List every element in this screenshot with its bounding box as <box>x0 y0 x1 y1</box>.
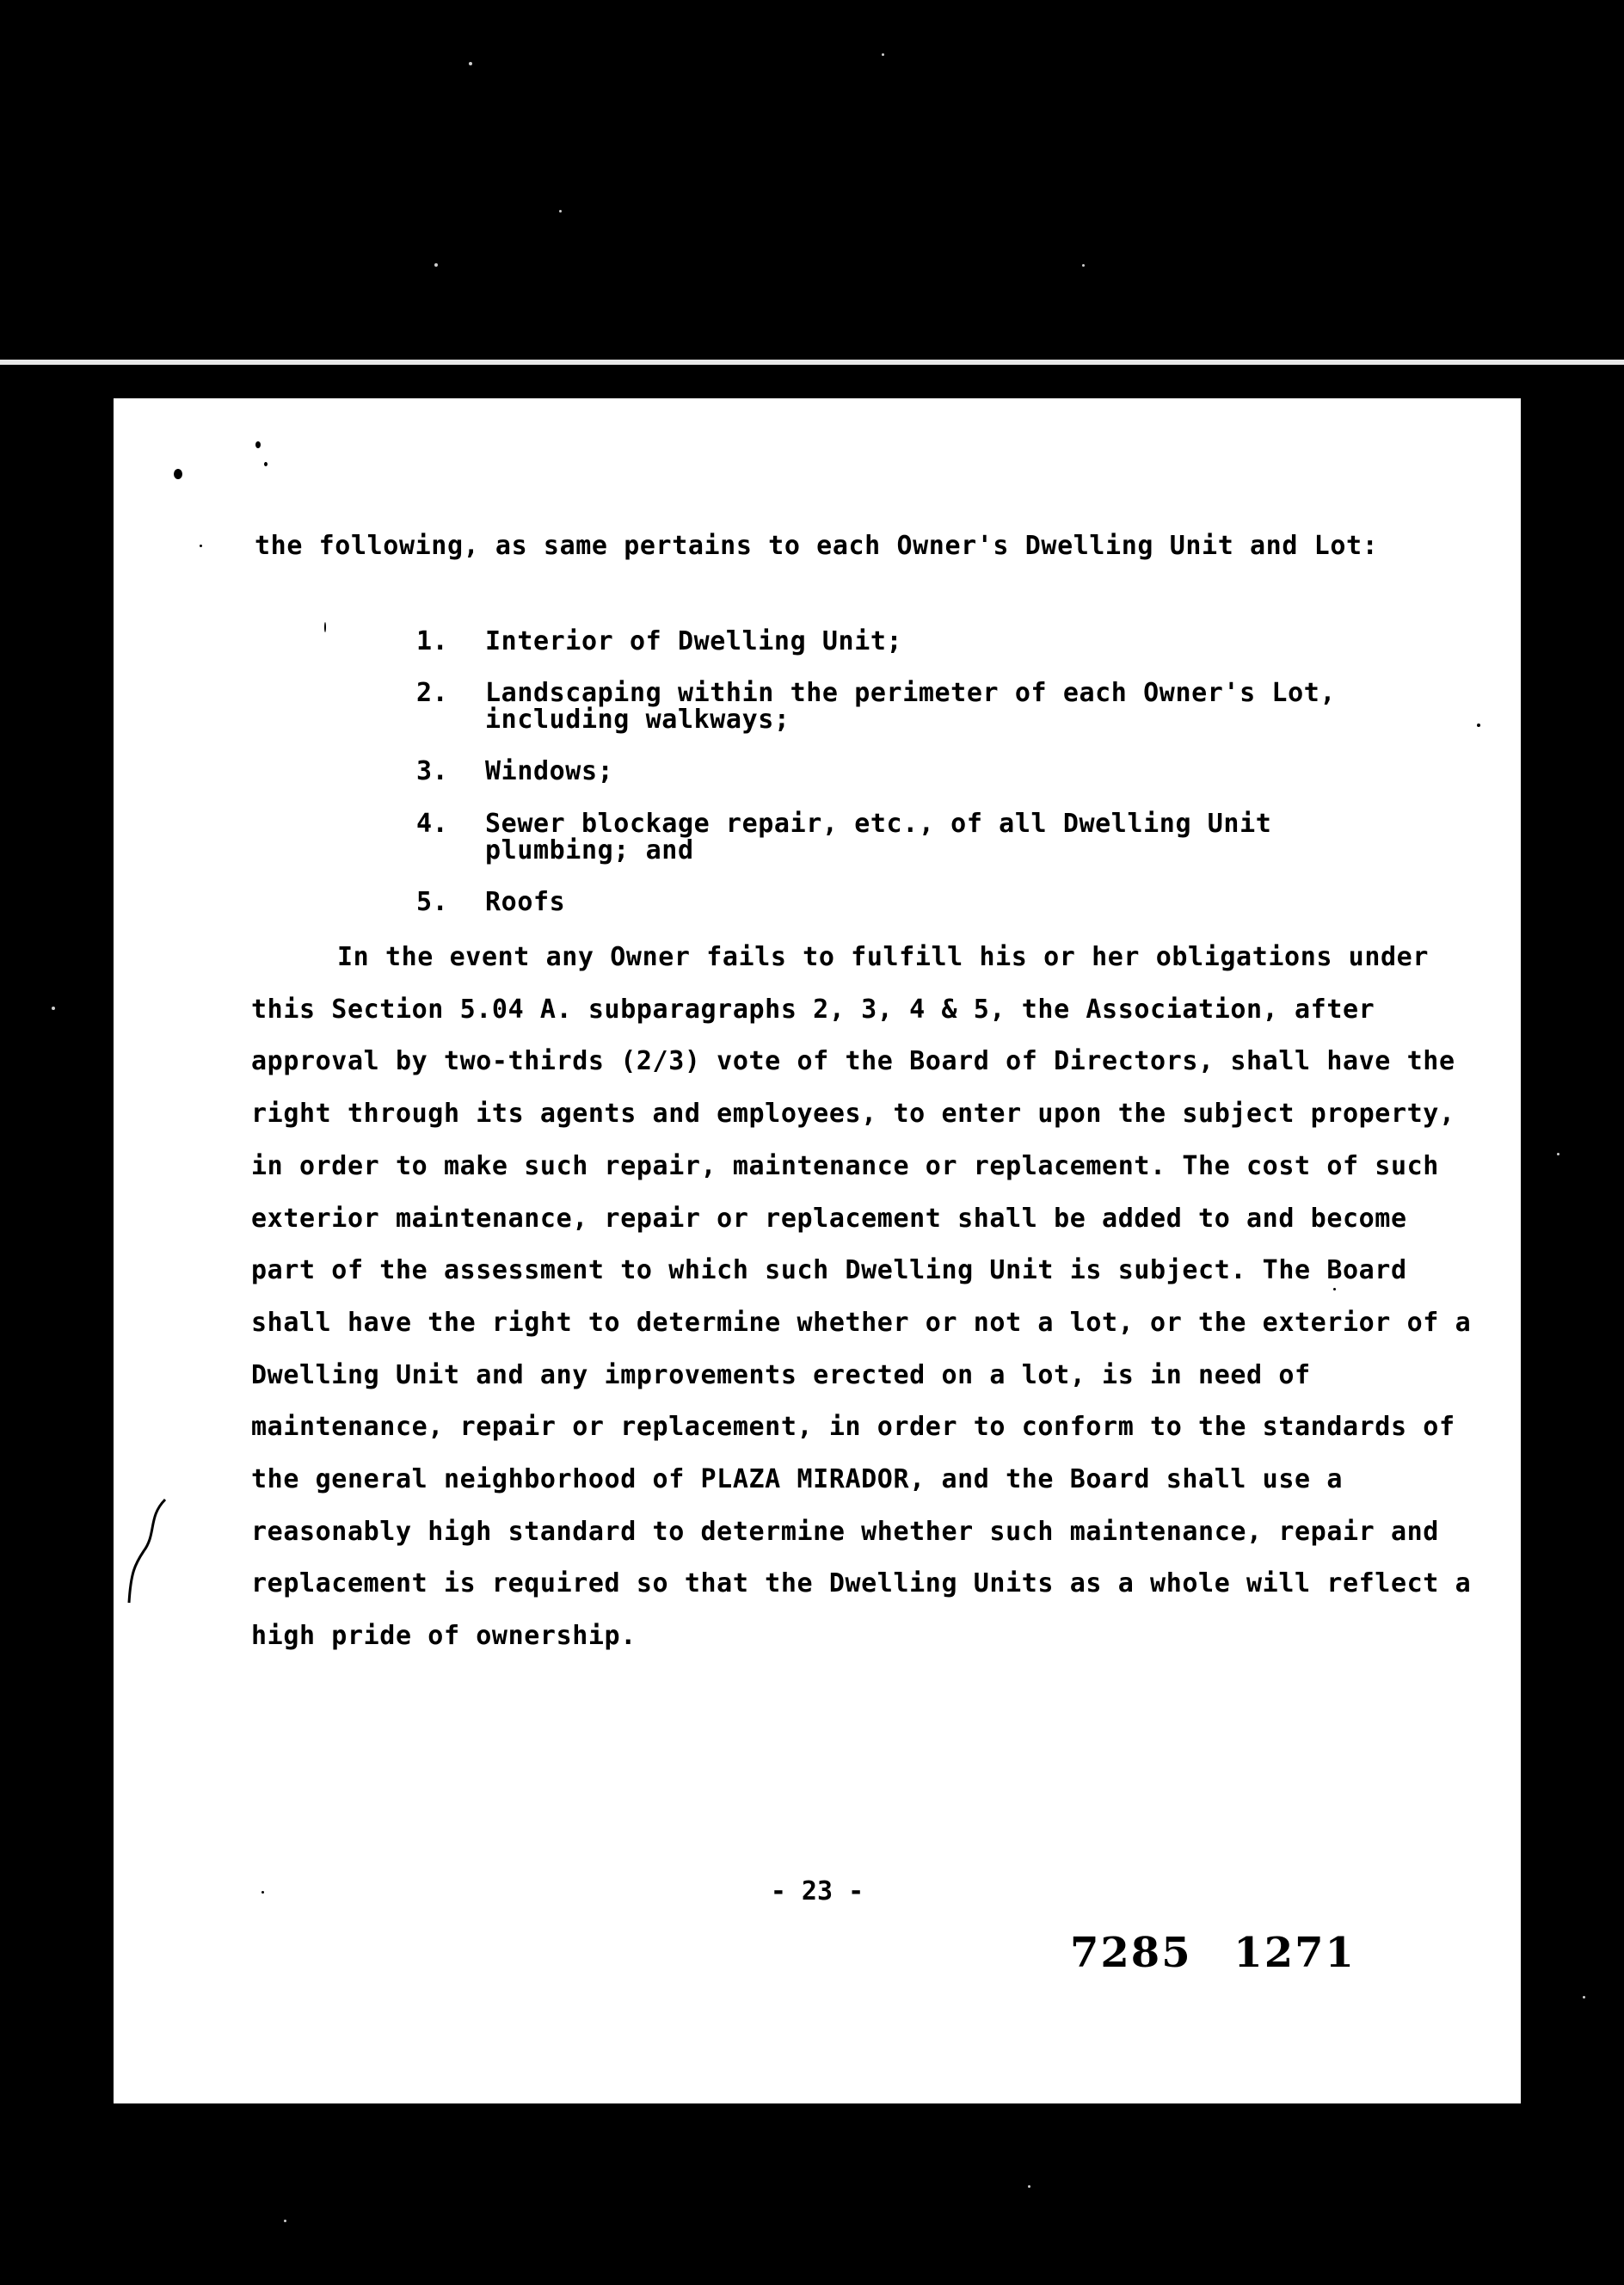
page-speck <box>264 462 268 466</box>
intro-text: the following, as same pertains to each Owner's Dwelling Unit and Lot: <box>255 531 1379 561</box>
scan-speck <box>559 210 562 212</box>
list-item-text: Interior of Dwelling Unit; <box>485 626 903 656</box>
page-speck <box>1477 724 1480 727</box>
scan-speck <box>1557 1153 1559 1155</box>
page-speck <box>324 622 326 632</box>
scan-speck <box>434 263 438 267</box>
list-item-text: Landscaping within the perimeter of each Owner's Lot, including walkways; <box>485 678 1337 735</box>
page-number: - 23 - <box>770 1876 864 1906</box>
document-page <box>114 398 1521 2103</box>
scan-speck <box>469 62 472 65</box>
list-item-text: Windows; <box>485 756 614 786</box>
scan-speck <box>882 53 884 56</box>
scan-speck <box>1028 2185 1030 2188</box>
list-item-text: Sewer blockage repair, etc., of all Dwelling Unit plumbing; and <box>485 809 1272 865</box>
list-item-number: 5. <box>416 887 449 917</box>
recording-stamp-number: 7285 1271 <box>1070 1929 1356 1977</box>
scan-speck <box>1583 1996 1585 1999</box>
page-speck <box>200 545 202 547</box>
body-paragraph: In the event any Owner fails to fulfill his or her obligations under this Section 5.04 A. subparagraphs 2, 3, 4 & 5, the Association, after approval by two-thirds (2/3) vote of the Board of Directors, shall have the right through its agents and employees, to enter upon the subject property, in order to make such repair, maintenance or replacement. The cost of such exterior maintenance, repair or replacement shall be added to and become part of the assessment to which such Dwelling Unit is subject. The Board shall have the right to determine whether or not a lot, or the exterior of a Dwelling Unit and any improvements erected on a lot, is in need of maintenance, repair or replacement, in order to conform to the standards of the general neighborhood of PLAZA MIRADOR, and the Board shall use a reasonably high standard to determine whether such maintenance, repair and replacement is required so that the Dwelling Units as a whole will reflect a high pride of ownership. <box>251 942 1472 1652</box>
scan-edge-line <box>0 360 1624 365</box>
scan-speck <box>284 2220 286 2222</box>
page-speck <box>255 441 261 448</box>
list-item-number: 3. <box>416 756 449 786</box>
scan-speck <box>1082 264 1085 267</box>
page-speck <box>174 469 182 479</box>
list-item-text: Roofs <box>485 887 566 917</box>
list-item-number: 1. <box>416 626 449 656</box>
list-item-number: 2. <box>416 678 449 708</box>
list-item-number: 4. <box>416 809 449 839</box>
pen-scribble-mark <box>62 1491 182 1611</box>
scan-speck <box>52 1007 55 1010</box>
